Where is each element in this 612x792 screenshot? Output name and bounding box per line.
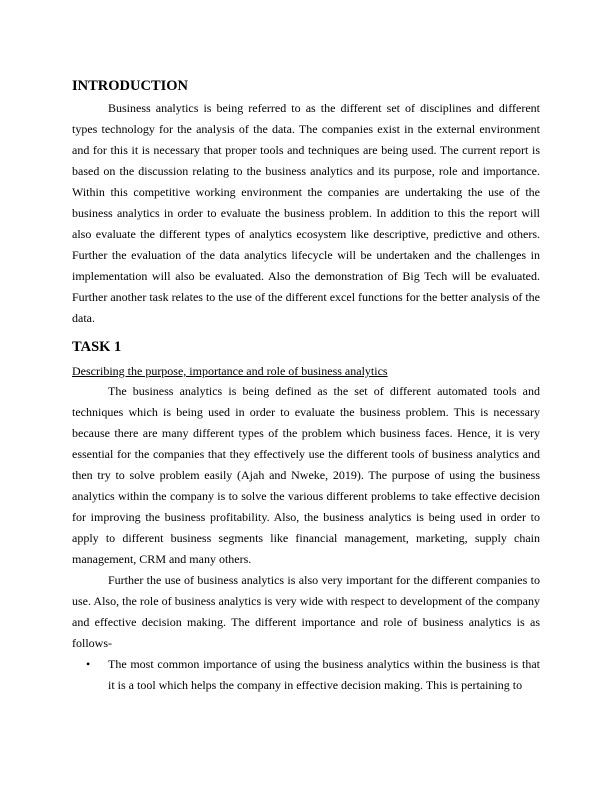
task1-heading: TASK 1 — [72, 339, 122, 355]
task1-paragraph-2: Further the use of business analytics is also very important for the different companies to use. Also, the role of business analytics is very wide with respect to development of the company and effective decision making. The different importance and role of business analytics is as follows- — [72, 573, 540, 650]
bullet-item: • The most common importance of using the business analytics within the business is that it is a tool which helps the company in effective decision making. This is pertaining to — [72, 654, 540, 696]
task1-subheading: Describing the purpose, importance and role of business analytics — [72, 364, 388, 378]
introduction-heading: INTRODUCTION — [72, 78, 189, 94]
importance-bullet-list — [72, 654, 540, 696]
task1-paragraph-1: The business analytics is being defined as the set of different automated tools and techniques which is being used in order to evaluate the business problem. This is necessary because there are many different types of the problem which business faces. Hence, it is very essential for the companies that they effectively use the different tools of business analytics and then try to solve problem easily (Ajah and Nweke, 2019). The purpose of using the business analytics within the company is to solve the various different problems to take effective decision for improving the business profitability. Also, the business analytics is being used in order to apply to different business segments like financial management, marketing, supply chain management, CRM and many others. — [72, 384, 540, 566]
document-page — [72, 76, 540, 696]
introduction-paragraph: Business analytics is being referred to as the different set of disciplines and different types technology for the analysis of the data. The companies exist in the external environment and for this it is necessary that proper tools and techniques are being used. The current report is based on the discussion relating to the business analytics and its purpose, role and importance. Within this competitive working environment the companies are undertaking the use of the business analytics in order to evaluate the business problem. In addition to this the report will also evaluate the different types of analytics ecosystem like descriptive, predictive and others. Further the evaluation of the data analytics lifecycle will be undertaken and the challenges in implementation will also be evaluated. Also the demonstration of Big Tech will be evaluated. Further another task relates to the use of the different excel functions for the better analysis of the data. — [72, 101, 540, 325]
